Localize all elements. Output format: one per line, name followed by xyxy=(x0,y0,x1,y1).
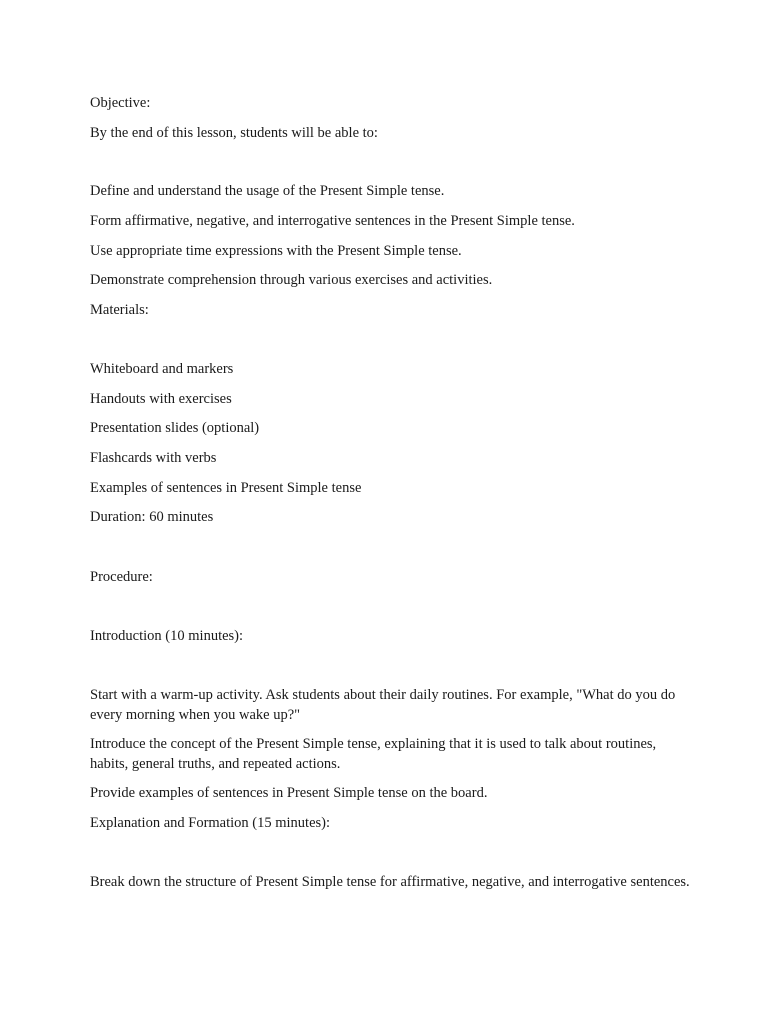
objective-intro: By the end of this lesson, students will be able to: xyxy=(90,125,378,141)
objective-item: Form affirmative, negative, and interrogative sentences in the Present Simple tense. xyxy=(90,213,575,229)
objective-item: Use appropriate time expressions with the Present Simple tense. xyxy=(90,243,462,259)
objective-item: Define and understand the usage of the Present Simple tense. xyxy=(90,183,445,199)
explanation-heading: Explanation and Formation (15 minutes): xyxy=(90,815,331,831)
material-item: Flashcards with verbs xyxy=(90,450,217,466)
objective-heading: Objective: xyxy=(90,95,151,111)
introduction-step: Start with a warm-up activity. Ask students about their daily routines. For example, "What do you do every morning when you wake up?" xyxy=(90,687,676,723)
introduction-step: Provide examples of sentences in Present Simple tense on the board. xyxy=(90,785,488,801)
explanation-step: Break down the structure of Present Simple tense for affirmative, negative, and interrogative sentences. xyxy=(90,874,690,890)
objective-item: Demonstrate comprehension through various exercises and activities. xyxy=(90,272,493,288)
materials-heading: Materials: xyxy=(90,302,149,318)
material-item: Presentation slides (optional) xyxy=(90,420,260,436)
procedure-heading: Procedure: xyxy=(90,569,153,585)
material-item: Examples of sentences in Present Simple tense xyxy=(90,480,362,496)
introduction-heading: Introduction (10 minutes): xyxy=(90,628,244,644)
material-item: Handouts with exercises xyxy=(90,391,232,407)
introduction-step: Introduce the concept of the Present Simple tense, explaining that it is used to talk about routines, habits, general truths, and repeated actions. xyxy=(90,736,657,772)
material-item: Whiteboard and markers xyxy=(90,361,234,377)
duration-text: Duration: 60 minutes xyxy=(90,509,214,525)
